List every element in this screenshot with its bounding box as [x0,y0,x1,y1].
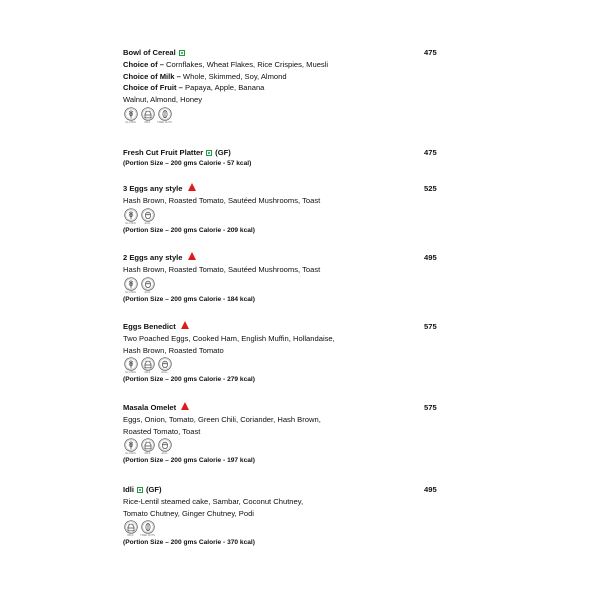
portion-info: (Portion Size – 200 gms Calorie - 370 kcal) [123,539,255,547]
item-title-line [123,484,443,496]
item-description-line [123,508,443,520]
option-text: Roasted Tomato, Toast [123,426,201,436]
item-title-line [123,47,443,59]
egg-icon [140,208,155,225]
option-text: Two Poached Eggs, Cooked Ham, English Muffin, Hollandaise, [123,333,335,343]
allergen-label: GLUTEN [125,120,136,124]
allergen-icons [123,357,443,375]
egg-icon [140,277,155,294]
menu-item [123,484,443,548]
nuts-icon [157,107,172,124]
veg-indicator-icon [179,50,185,56]
milk-icon [140,107,155,124]
veg-indicator-icon [137,487,143,493]
portion-info: (Portion Size – 200 gms Calorie - 209 kcal) [123,226,255,234]
option-text: Hash Brown, Roasted Tomato [123,345,224,355]
item-price: 575 [424,403,437,412]
item-price: 495 [424,253,437,262]
gluten-free-tag: (GF) [215,148,231,157]
menu-item [123,252,443,305]
item-price: 525 [424,184,437,193]
allergen-label: GLUTEN [125,371,136,375]
menu-item [123,147,443,169]
item-price: 475 [424,48,437,57]
item-title-line [123,147,443,159]
option-label: Choice of – [123,59,167,69]
item-name: Masala Omelet [123,403,177,412]
non-veg-indicator-icon [181,321,189,329]
item-description-line [123,496,443,508]
item-description-line [123,94,443,106]
item-description-line [123,333,443,345]
item-name: 2 Eggs any style [123,253,183,262]
menu-item [123,321,443,385]
allergen-label: EGG [161,371,168,375]
allergen-label: TREE NUTS [140,534,155,538]
allergen-label: MILK [127,534,134,538]
item-name: Idli [123,485,134,494]
gluten-icon [123,277,138,294]
item-price: 475 [424,148,437,157]
allergen-label: GLUTEN [125,452,136,456]
option-label: Choice of Milk – [123,71,183,81]
nuts-icon [140,520,155,537]
item-name: 3 Eggs any style [123,184,183,193]
allergen-label: TREE NUTS [157,120,172,124]
milk-icon [123,520,138,537]
portion-info: (Portion Size – 200 gms Calorie - 197 kcal) [123,457,255,465]
option-label: Choice of Fruit – [123,83,186,93]
menu-item [123,47,443,125]
allergen-icons [123,277,443,295]
item-description-line [123,59,443,71]
item-description-line [123,345,443,357]
veg-indicator-icon [206,150,212,156]
option-text: Walnut, Almond, Honey [123,95,203,105]
menu-item [123,402,443,466]
option-text: Rice-Lentil steamed cake, Sambar, Coconut Chutney, [123,496,304,506]
item-price: 495 [424,485,437,494]
item-description-line [123,414,443,426]
gluten-icon [123,357,138,374]
item-description-line [123,82,443,94]
allergen-icons [123,107,443,125]
gluten-free-tag: (GF) [145,485,162,494]
portion-info: (Portion Size – 200 gms Calorie - 57 kcal) [123,159,252,167]
option-text: Whole, Skimmed, Soy, Almond [182,71,287,81]
option-text: Cornflakes, Wheat Flakes, Rice Crispies, Muesli [166,59,329,69]
item-price: 575 [424,322,437,331]
option-text: Hash Brown, Roasted Tomato, Sautéed Mushrooms, Toast [123,195,321,205]
option-text: Papaya, Apple, Banana [185,83,265,93]
milk-icon [140,357,155,374]
allergen-icons [123,438,443,456]
item-name: Fresh Cut Fruit Platter [123,148,204,157]
portion-info: (Portion Size – 200 gms Calorie - 279 kcal) [123,376,255,384]
gluten-icon [123,107,138,124]
allergen-icons [123,520,443,538]
non-veg-indicator-icon [188,252,196,260]
egg-icon [157,357,172,374]
item-title-line [123,402,443,414]
option-text: Eggs, Onion, Tomato, Green Chili, Coriander, Hash Brown, [123,414,321,424]
item-title-line [123,252,443,264]
allergen-label: GLUTEN [125,290,136,294]
item-name: Eggs Benedict [123,322,176,331]
gluten-icon [123,438,138,455]
item-title-line [123,183,443,195]
option-text: Tomato Chutney, Ginger Chutney, Podi [123,508,254,518]
item-name: Bowl of Cereal [123,48,176,57]
item-description-line [123,195,443,207]
portion-info: (Portion Size – 200 gms Calorie - 184 kcal) [123,295,255,303]
menu-item [123,183,443,236]
allergen-label: GLUTEN [125,221,136,225]
allergen-label: EGG [144,290,151,294]
allergen-icons [123,208,443,226]
allergen-label: MILK [144,120,151,124]
allergen-label: MILK [144,452,151,456]
item-description-line [123,426,443,438]
milk-icon [140,438,155,455]
item-title-line [123,321,443,333]
item-description-line [123,71,443,83]
allergen-label: EGG [161,452,168,456]
gluten-icon [123,208,138,225]
non-veg-indicator-icon [188,183,196,191]
egg-icon [157,438,172,455]
option-text: Hash Brown, Roasted Tomato, Sautéed Mushrooms, Toast [123,264,321,274]
allergen-label: EGG [144,221,151,225]
item-description-line [123,264,443,276]
non-veg-indicator-icon [181,402,189,410]
allergen-label: MILK [144,371,151,375]
